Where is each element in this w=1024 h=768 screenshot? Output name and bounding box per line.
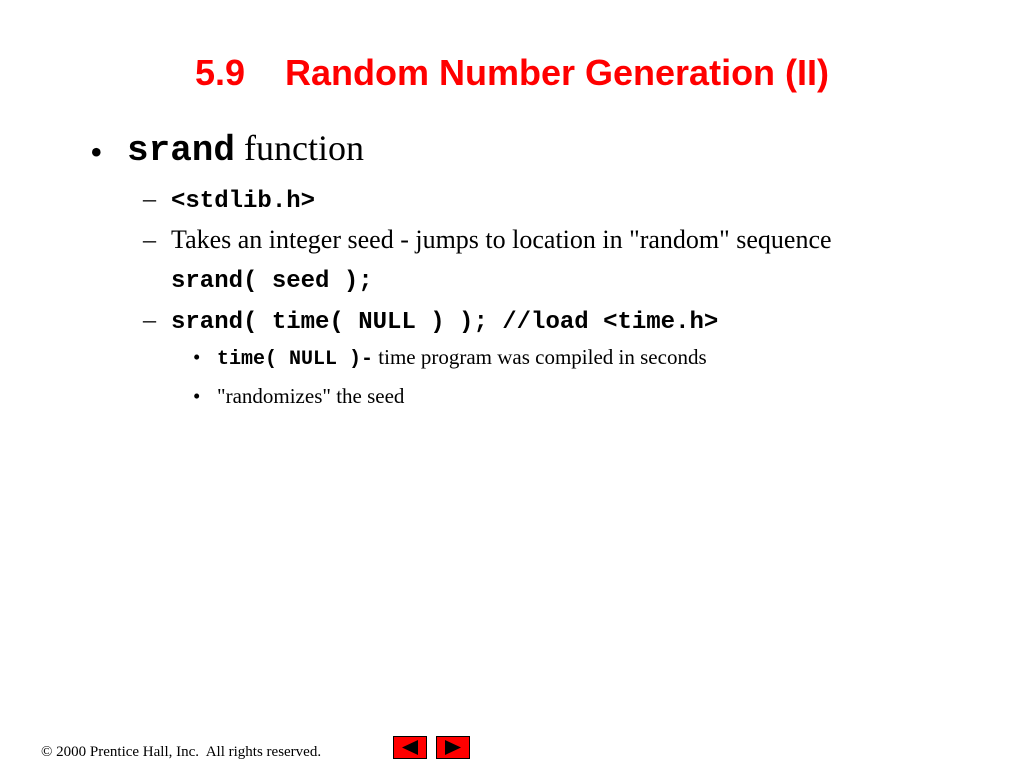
next-slide-button[interactable] [436,736,470,759]
copyright-text: 2000 Prentice Hall, Inc. All rights reserved. [56,744,322,760]
slide-title: 5.9 Random Number Generation (II) [194,52,830,93]
bullet-marker: • [193,345,201,369]
bullet-srand-function [127,130,364,169]
sub-bullet-seed-description: Takes an integer seed - jumps to location in "random" sequence [171,225,832,254]
subsub-text: time program was compiled in seconds [378,345,707,369]
right-arrow-icon [437,737,469,758]
sub-bullet-srand-time [171,307,718,335]
sub-bullet-stdlib [171,186,315,214]
bullet-marker: • [90,132,103,172]
dash-marker: – [143,184,156,213]
copyright-footer [41,744,321,761]
code-srand-seed: srand( seed ); [171,268,373,295]
code-srand-time: srand( time( NULL ) ); //load <time.h> [171,309,719,336]
bullet-text: function [244,128,365,168]
code-time-null: time( NULL )- [217,348,374,371]
code-srand: srand [127,130,236,171]
sub-bullet-seed-code [171,266,373,294]
bullet-marker: • [193,384,201,408]
code-stdlib: <stdlib.h> [171,188,316,215]
previous-slide-button[interactable] [393,736,427,759]
dash-marker: – [143,305,156,334]
subsub-bullet-randomizes: "randomizes" the seed [217,384,405,408]
dash-marker: – [143,225,156,254]
left-arrow-icon [394,737,426,758]
copyright-icon: © [41,744,53,760]
subsub-bullet-time-null [217,347,707,370]
